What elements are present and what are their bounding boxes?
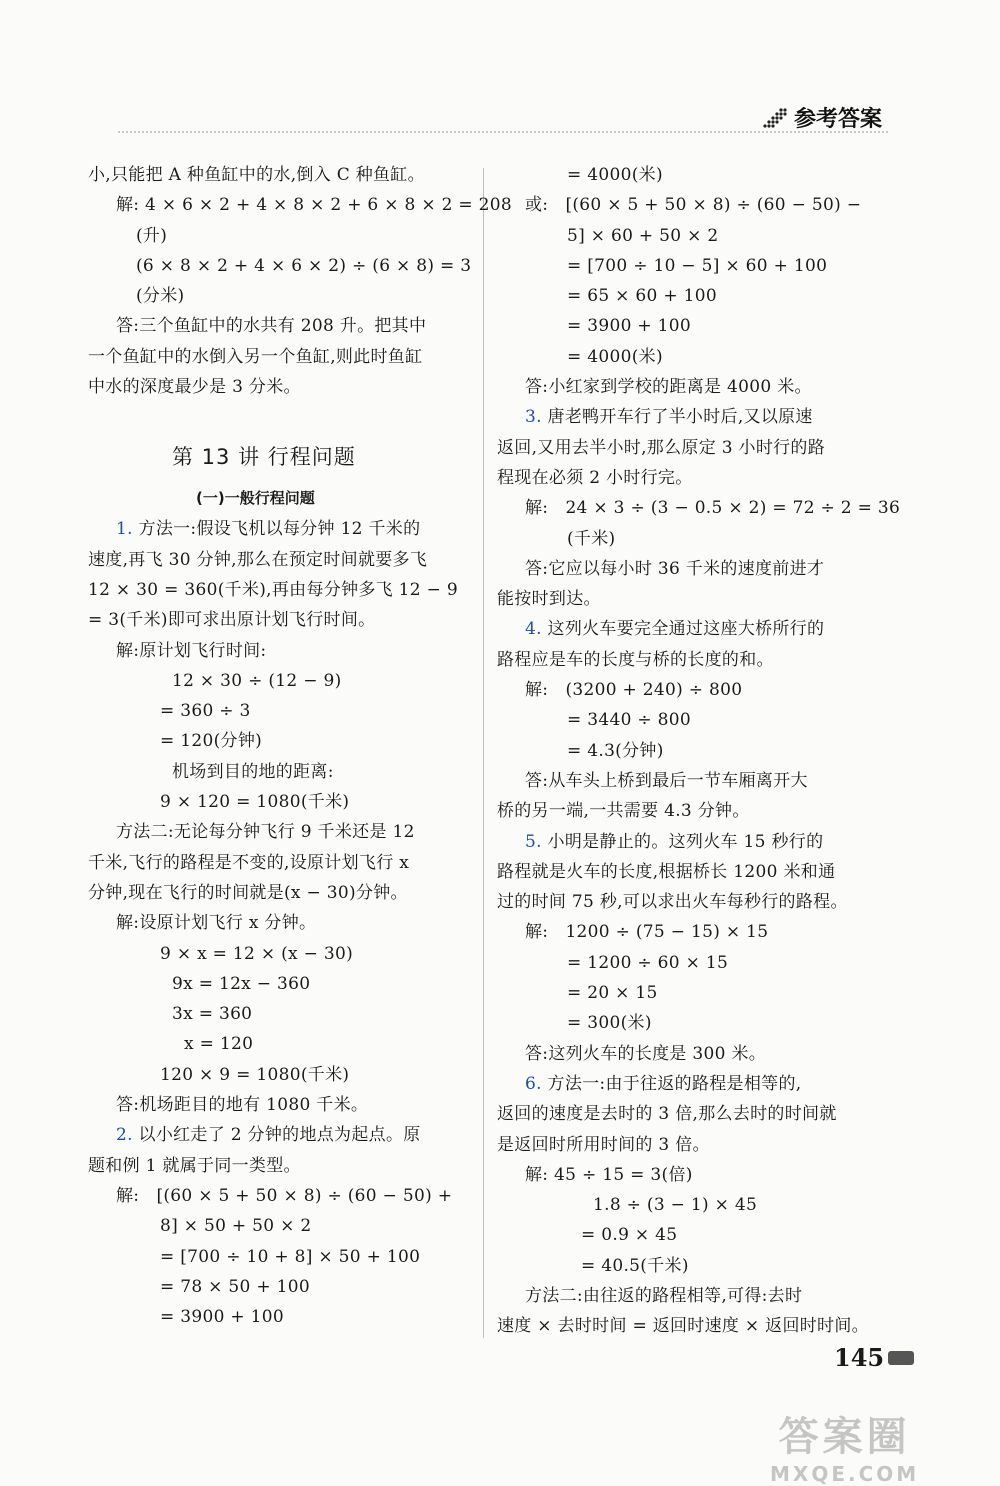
text-line: = 360 ÷ 3: [160, 701, 251, 722]
text-line: 解: (3200 + 240) ÷ 800: [525, 680, 743, 701]
text-line: 题和例 1 就属于同一类型。: [88, 1155, 301, 1176]
item-text: 方法一:假设飞机以每分钟 12 千米的: [132, 519, 421, 540]
text-line: = 1200 ÷ 60 × 15: [567, 952, 729, 973]
text-line: 解: 1200 ÷ (75 − 15) × 15: [525, 922, 769, 943]
item-text: 这列火车要完全通过这座大桥所行的: [541, 619, 825, 640]
text-line: = 0.9 × 45: [581, 1225, 678, 1246]
item-1-intro: [88, 514, 468, 544]
text-line: 过的时间 75 秒,可以求出火车每秒行的路程。: [497, 892, 848, 913]
column-divider: [483, 168, 484, 1338]
text-line: 答:三个鱼缸中的水共有 208 升。把其中: [116, 316, 427, 337]
text-line: = [700 ÷ 10 + 8] × 50 + 100: [160, 1246, 421, 1267]
text-line: 答:这列火车的长度是 300 米。: [525, 1043, 767, 1064]
text-line: 解: 24 × 3 ÷ (3 − 0.5 × 2) = 72 ÷ 2 = 36: [525, 498, 901, 519]
left-column: [88, 160, 512, 1332]
text-line: 方法二:无论每分钟飞行 9 千米还是 12: [116, 822, 415, 843]
text-line: 解: 4 × 6 × 2 + 4 × 8 × 2 + 6 × 8 × 2 = 208: [116, 195, 512, 216]
text-line: 机场到目的地的距离:: [172, 761, 334, 782]
item-6-intro: [497, 1069, 892, 1099]
text-line: 9 × x = 12 × (x − 30): [160, 943, 354, 964]
text-line: 程现在必须 2 小时行完。: [497, 467, 693, 488]
text-line: = 4000(米): [567, 165, 663, 185]
item-number: 4.: [525, 619, 542, 640]
text-line: = 4.3(分钟): [567, 740, 664, 761]
text-line: = 3440 ÷ 800: [567, 710, 692, 731]
text-line: 解: 45 ÷ 15 = 3(倍): [525, 1164, 693, 1185]
dotted-arrow-icon: [762, 107, 788, 129]
text-line: (分米): [136, 286, 185, 307]
text-line: = 3(千米)即可求出原计划飞行时间。: [88, 610, 376, 631]
text-line: 是返回时所用时间的 3 倍。: [497, 1134, 710, 1155]
text-line: 解:设原计划飞行 x 分钟。: [116, 913, 317, 934]
text-line: = 300(米): [567, 1013, 652, 1034]
item-text: 方法一:由于往返的路程是相等的,: [541, 1073, 802, 1094]
text-line: 千米,飞行的路程是不变的,设原计划飞行 x: [88, 852, 410, 873]
text-line: = 3900 + 100: [567, 316, 692, 337]
text-line: 一个鱼缸中的水倒入另一个鱼缸,则此时鱼缸: [88, 346, 423, 367]
page-number-text: 145: [834, 1343, 885, 1372]
text-line: 答:从车头上桥到最后一节车厢离开大: [525, 770, 808, 791]
text-line: 路程就是火车的长度,根据桥长 1200 米和通: [497, 861, 836, 882]
text-line: = 78 × 50 + 100: [160, 1276, 310, 1297]
item-text: 小明是静止的。这列火车 15 秒行的: [541, 831, 824, 852]
text-line: 答:它应以每小时 36 千米的速度前进才: [525, 558, 825, 579]
item-text: 以小红走了 2 分钟的地点为起点。原: [132, 1125, 421, 1146]
text-line: 桥的另一端,一共需要 4.3 分钟。: [497, 801, 750, 822]
text-line: = 3900 + 100: [160, 1307, 285, 1328]
text-line: 速度,再飞 30 分钟,那么在预定时间就要多飞: [88, 549, 428, 570]
header-title: 参考答案: [793, 107, 882, 132]
text-line: 或: [(60 × 5 + 50 × 8) ÷ (60 − 50) −: [525, 195, 862, 216]
text-line: 小,只能把 A 种鱼缸中的水,倒入 C 种鱼缸。: [88, 165, 425, 185]
watermark: [770, 1405, 919, 1486]
item-3-intro: [497, 402, 892, 432]
text-line: = [700 ÷ 10 − 5] × 60 + 100: [567, 255, 828, 276]
item-number: 1.: [116, 519, 133, 540]
page-tab-icon: [888, 1351, 914, 1365]
item-number: 6.: [525, 1073, 542, 1094]
page-number: [834, 1343, 914, 1372]
header-label: [762, 102, 882, 133]
text-line: 返回,又用去半小时,那么原定 3 小时行的路: [497, 437, 826, 458]
text-line: 分钟,现在飞行的时间就是(x − 30)分钟。: [88, 882, 408, 903]
item-2-intro: [88, 1120, 468, 1150]
text-line: 120 × 9 = 1080(千米): [160, 1064, 350, 1085]
text-line: 9x = 12x − 360: [172, 973, 311, 994]
watermark-url: MXQE.COM: [770, 1462, 920, 1486]
text-line: 9 × 120 = 1080(千米): [160, 792, 350, 813]
item-number: 2.: [116, 1125, 133, 1146]
text-line: 12 × 30 ÷ (12 − 9): [172, 670, 342, 691]
text-line: 解:原计划飞行时间:: [116, 640, 267, 661]
text-line: x = 120: [184, 1034, 254, 1055]
item-4-intro: [497, 614, 892, 644]
text-line: (6 × 8 × 2 + 4 × 6 × 2) ÷ (6 × 8) = 3: [136, 255, 472, 276]
text-line: 8] × 50 + 50 × 2: [160, 1216, 312, 1237]
text-line: (千米): [567, 528, 616, 549]
text-line: (升): [136, 225, 168, 246]
text-line: 方法二:由往返的路程相等,可得:去时: [525, 1285, 803, 1306]
item-5-intro: [497, 827, 892, 857]
text-line: 5] × 60 + 50 × 2: [567, 225, 719, 246]
text-line: 答:小红家到学校的距离是 4000 米。: [525, 377, 812, 398]
text-line: = 65 × 60 + 100: [567, 286, 717, 307]
item-number: 5.: [525, 831, 542, 852]
text-line: 速度 × 去时时间 = 返回时速度 × 返回时时间。: [497, 1316, 869, 1337]
watermark-main: 答案圈: [778, 1414, 911, 1460]
text-line: = 4000(米): [567, 346, 663, 367]
text-line: 解: [(60 × 5 + 50 × 8) ÷ (60 − 50) +: [116, 1185, 453, 1206]
item-text: 唐老鸭开车行了半小时后,又以原速: [541, 407, 813, 428]
text-line: = 120(分钟): [160, 731, 263, 752]
text-line: 能按时到达。: [497, 589, 601, 610]
text-line: = 20 × 15: [567, 983, 658, 1004]
subsection-title: (一)一般行程问题: [196, 489, 315, 508]
item-number: 3.: [525, 407, 542, 428]
text-line: 答:机场距目的地有 1080 千米。: [116, 1095, 369, 1116]
text-line: = 40.5(千米): [581, 1255, 689, 1276]
text-line: 1.8 ÷ (3 − 1) × 45: [593, 1195, 758, 1216]
text-line: 中水的深度最少是 3 分米。: [88, 377, 301, 398]
text-line: 返回的速度是去时的 3 倍,那么去时的时间就: [497, 1104, 837, 1125]
right-column: [497, 160, 901, 1342]
text-line: 12 × 30 = 360(千米),再由每分钟多飞 12 − 9: [88, 579, 458, 600]
text-line: 路程应是车的长度与桥的长度的和。: [497, 649, 774, 670]
text-line: 3x = 360: [172, 1004, 253, 1025]
section-title: 第 13 讲 行程问题: [172, 445, 356, 470]
